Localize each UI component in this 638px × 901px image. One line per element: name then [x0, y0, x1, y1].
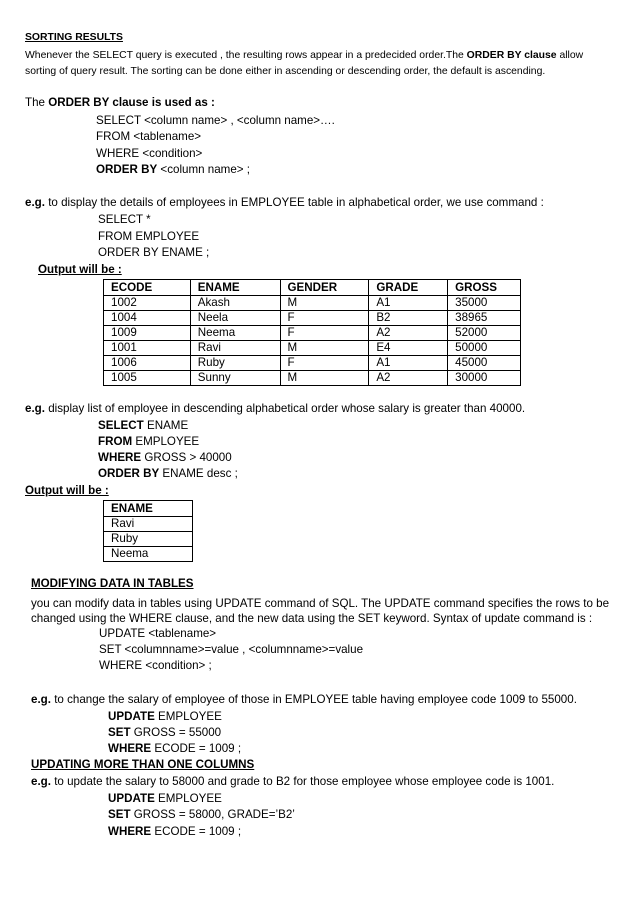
usage-text: The [25, 96, 49, 109]
table-cell: Neema [190, 326, 280, 341]
example4-text: to update the salary to 58000 and grade to B2 for those employee whose employee code is 1001. [50, 775, 555, 788]
example3-code-1 [108, 711, 222, 723]
syntax-line-1: SELECT <column name> , <column name>…. [96, 114, 335, 127]
table-cell: 1006 [104, 356, 191, 371]
sql-keyword: UPDATE [108, 792, 155, 805]
example4-code-3 [108, 826, 241, 838]
example2-code-2 [98, 436, 199, 448]
sql-rest: EMPLOYEE [154, 792, 222, 805]
table-row [104, 356, 521, 371]
table-cell: 1005 [104, 371, 191, 386]
update-syntax-1: UPDATE <tablename> [99, 627, 217, 640]
sql-rest: ENAME [143, 419, 189, 432]
syntax-rest: <column name> ; [157, 163, 251, 176]
sql-keyword: WHERE [98, 451, 142, 464]
table-cell: 45000 [448, 356, 521, 371]
syntax-keyword: ORDER BY [96, 163, 158, 176]
update-syntax-3: WHERE <condition> ; [99, 659, 212, 672]
example1-code-1: SELECT * [98, 213, 151, 226]
table-cell: 30000 [448, 371, 521, 386]
sql-keyword: FROM [98, 435, 133, 448]
table-row [104, 341, 521, 356]
modifying-line-2: changed using the WHERE clause, and the new data using the SET keyword. Syntax of update command is : [31, 612, 593, 625]
employee-table [103, 279, 521, 386]
column-header: ECODE [104, 280, 191, 296]
table-cell: B2 [369, 311, 448, 326]
modifying-line-1: you can modify data in tables using UPDATE command of SQL. The UPDATE command specifies the rows to be [31, 597, 610, 610]
column-header: ENAME [190, 280, 280, 296]
sql-rest: GROSS = 55000 [130, 726, 222, 739]
column-header: GROSS [448, 280, 521, 296]
output-label-1: Output will be : [38, 263, 122, 276]
sql-rest: EMPLOYEE [154, 710, 222, 723]
output-label-2: Output will be : [25, 484, 109, 497]
column-header: GRADE [369, 280, 448, 296]
sql-keyword: SELECT [98, 419, 144, 432]
table-row [104, 532, 193, 547]
eg-label: e.g. [25, 196, 45, 209]
example3-code-3 [108, 743, 241, 755]
eg-label: e.g. [31, 693, 51, 706]
table-header-row [104, 280, 521, 296]
sql-keyword: WHERE [108, 825, 152, 838]
example1-code-3: ORDER BY ENAME ; [98, 246, 210, 259]
table-cell: Sunny [190, 371, 280, 386]
section-heading-updating: UPDATING MORE THAN ONE COLUMNS [31, 758, 255, 771]
example2-code-3 [98, 452, 232, 464]
example2-code-1 [98, 420, 188, 432]
table-cell: Ravi [190, 341, 280, 356]
intro-text: Whenever the SELECT query is executed , the resulting rows appear in a predecided order.The [25, 50, 467, 61]
ename-table [103, 500, 193, 562]
table-cell: Neela [190, 311, 280, 326]
table-cell: Neema [104, 547, 193, 562]
table-cell: 1004 [104, 311, 191, 326]
table-cell: Akash [190, 296, 280, 311]
example1-code-2: FROM EMPLOYEE [98, 230, 200, 243]
table-cell: A2 [369, 371, 448, 386]
table-cell: 50000 [448, 341, 521, 356]
usage-keyword: ORDER BY clause is used as : [48, 96, 215, 109]
table-row [104, 517, 193, 532]
table-cell: 38965 [448, 311, 521, 326]
intro-keyword: ORDER BY clause [466, 50, 557, 61]
table-row [104, 547, 193, 562]
sql-rest: EMPLOYEE [132, 435, 200, 448]
example2-text: display list of employee in descending alphabetical order whose salary is greater than 40000. [44, 402, 526, 415]
table-cell: 35000 [448, 296, 521, 311]
example4-code-1 [108, 793, 222, 805]
table-cell: F [280, 356, 369, 371]
table-cell: F [280, 311, 369, 326]
section-heading-modifying: MODIFYING DATA IN TABLES [31, 577, 194, 590]
example3-code-2 [108, 727, 221, 739]
order-by-usage-line [25, 97, 215, 109]
sql-rest: GROSS > 40000 [141, 451, 232, 464]
sql-rest: ECODE = 1009 ; [151, 742, 242, 755]
table-row [104, 296, 521, 311]
eg-label: e.g. [31, 775, 51, 788]
sorting-intro-line1 [25, 51, 583, 61]
table-row [104, 371, 521, 386]
table-row [104, 311, 521, 326]
sql-rest: ECODE = 1009 ; [151, 825, 242, 838]
column-header: GENDER [280, 280, 369, 296]
sorting-intro-line2: sorting of query result. The sorting can be done either in ascending or descending order, the default is ascending. [25, 66, 546, 77]
example4-line [31, 776, 554, 788]
table-cell: M [280, 296, 369, 311]
syntax-line-3: WHERE <condition> [96, 147, 203, 160]
table-cell: 1009 [104, 326, 191, 341]
table-row [104, 326, 521, 341]
table-cell: 52000 [448, 326, 521, 341]
section-heading-sorting: SORTING RESULTS [25, 32, 123, 43]
update-syntax-2: SET <columnname>=value , <columnname>=value [99, 643, 364, 656]
table-cell: Ruby [190, 356, 280, 371]
sql-keyword: SET [108, 808, 131, 821]
sql-keyword: UPDATE [108, 710, 155, 723]
syntax-line-4 [96, 164, 250, 176]
table-cell: A1 [369, 296, 448, 311]
column-header: ENAME [104, 501, 193, 517]
example3-text: to change the salary of employee of those in EMPLOYEE table having employee code 1009 to 55000. [50, 693, 577, 706]
example2-line [25, 403, 525, 415]
intro-text-end: allow [556, 50, 584, 61]
example1-line [25, 197, 544, 209]
table-cell: Ruby [104, 532, 193, 547]
syntax-line-2: FROM <tablename> [96, 130, 202, 143]
table-cell: 1002 [104, 296, 191, 311]
table-cell: F [280, 326, 369, 341]
sql-keyword: ORDER BY [98, 467, 160, 480]
table-cell: A1 [369, 356, 448, 371]
table-cell: 1001 [104, 341, 191, 356]
table-header-row [104, 501, 193, 517]
example3-line [31, 694, 577, 706]
sql-keyword: WHERE [108, 742, 152, 755]
example4-code-2 [108, 809, 295, 821]
example1-text: to display the details of employees in EMPLOYEE table in alphabetical order, we use command : [44, 196, 544, 209]
eg-label: e.g. [25, 402, 45, 415]
sql-rest: ENAME desc ; [159, 467, 238, 480]
sql-rest: GROSS = 58000, GRADE=’B2’ [130, 808, 295, 821]
table-cell: E4 [369, 341, 448, 356]
table-cell: Ravi [104, 517, 193, 532]
example2-code-4 [98, 468, 238, 480]
sql-keyword: SET [108, 726, 131, 739]
table-cell: M [280, 371, 369, 386]
table-cell: A2 [369, 326, 448, 341]
table-cell: M [280, 341, 369, 356]
